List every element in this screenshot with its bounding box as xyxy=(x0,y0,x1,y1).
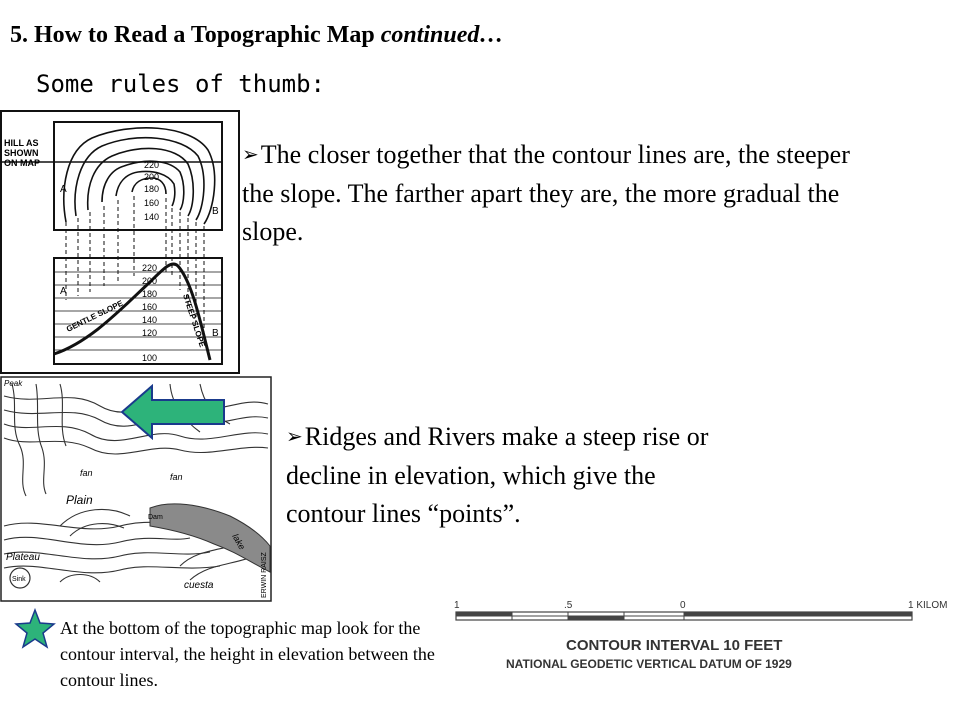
fan-label: fan xyxy=(170,472,183,482)
profile-elev-label: 220 xyxy=(142,263,158,273)
scale-tick-label: 1 xyxy=(454,600,460,611)
star-icon xyxy=(14,608,56,650)
steep-slope-label: STEEP SLOPE xyxy=(181,292,207,349)
slide-title xyxy=(10,22,503,49)
cuesta-label: cuesta xyxy=(184,580,214,591)
profile-elev-label: 160 xyxy=(142,302,158,312)
hill-contour-diagram xyxy=(0,110,240,375)
point-b-label: B xyxy=(212,206,219,217)
scale-tick-label: .5 xyxy=(564,600,573,611)
scale-tick-label: 0 xyxy=(680,600,686,611)
scale-bar-legend xyxy=(446,594,960,720)
bullet-2-text: Ridges and Rivers make a steep rise or decline in elevation, which give the contour lines “points”. xyxy=(286,422,709,528)
title-text: 5. How to Read a Topographic Map xyxy=(10,22,381,48)
profile-point-b: B xyxy=(212,328,219,339)
map-contour-label: 200 xyxy=(144,172,160,182)
sink-label: Sink xyxy=(12,576,26,583)
arrowhead-bullet-icon: ➢ xyxy=(286,424,303,448)
map-contour-label: 220 xyxy=(144,160,160,170)
profile-elev-label: 140 xyxy=(142,315,158,325)
arrowhead-bullet-icon: ➢ xyxy=(242,142,259,166)
map-contour-label: 140 xyxy=(144,212,160,222)
contour-interval-note: At the bottom of the topographic map look for the contour interval, the height in elevation between the contour lines. xyxy=(60,618,435,690)
peak-label: Peak xyxy=(4,379,23,388)
profile-elev-label: 180 xyxy=(142,289,158,299)
dam-label: Dam xyxy=(148,514,163,521)
contour-interval-label: CONTOUR INTERVAL 10 FEET xyxy=(566,637,783,654)
map-contour-label: 160 xyxy=(144,198,160,208)
bullet-1-text: The closer together that the contour lines are, the steeper the slope. The farther apart they are, the more gradual the slope. xyxy=(242,140,850,246)
profile-elev-label: 100 xyxy=(142,353,158,363)
lake-label: lake xyxy=(230,532,248,552)
map-credit: ERWIN RAISZ xyxy=(261,552,268,598)
hill-label-1: HILL AS xyxy=(4,138,39,148)
gentle-slope-label: GENTLE SLOPE xyxy=(64,298,125,334)
map-contour-label: 180 xyxy=(144,184,160,194)
fan-label: fan xyxy=(80,468,93,478)
title-continued: continued… xyxy=(380,22,504,48)
scale-tick-label: 1 KILOM xyxy=(908,600,948,611)
profile-point-a: A xyxy=(60,286,67,297)
slide-subtitle: Some rules of thumb: xyxy=(36,70,325,98)
bullet-ridges-rivers xyxy=(286,418,726,533)
bullet-contour-spacing xyxy=(242,136,852,251)
vertical-datum-label: NATIONAL GEODETIC VERTICAL DATUM OF 1929 xyxy=(506,657,792,671)
left-arrow-icon xyxy=(120,384,230,440)
profile-elev-label: 120 xyxy=(142,328,158,338)
hill-label-2: SHOWN xyxy=(4,148,39,158)
plain-label: Plain xyxy=(66,493,93,507)
point-a-label: A xyxy=(60,184,67,195)
hill-label-3: ON MAP xyxy=(4,158,40,168)
profile-elev-label: 200 xyxy=(142,276,158,286)
plateau-label: Plateau xyxy=(6,552,40,563)
